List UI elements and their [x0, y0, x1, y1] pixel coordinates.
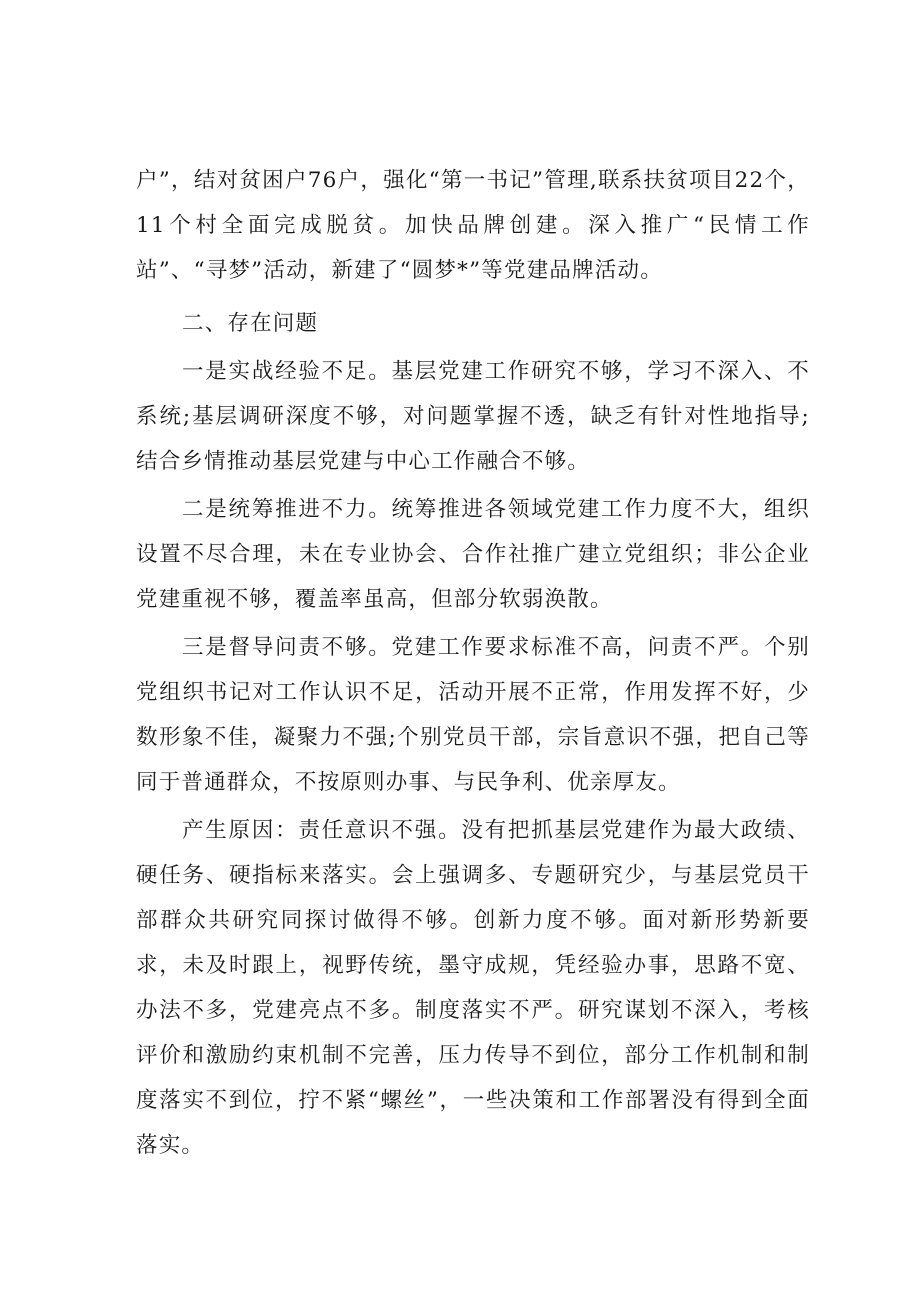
paragraph-problem-3: 三是督导问责不够。党建工作要求标准不高，问责不严。个别党组织书记对工作认识不足，活动开展不正常，作用发挥不好，少数形象不佳，凝聚力不强;个别党员干部，宗旨意识不强，把自己等同于普通群众，不按原则办事、与民争利、优亲厚友。	[136, 635, 810, 795]
paragraph-causes: 产生原因：责任意识不强。没有把抓基层党建作为最大政绩、硬任务、硬指标来落实。会上强调多、专题研究少，与基层党员干部群众共研究同探讨做得不够。创新力度不够。面对新形势新要求，未及时跟上，视野传统，墨守成规，凭经验办事，思路不宽、办法不多，党建亮点不多。制度落实不严。研究谋划不深入，考核评价和激励约束机制不完善，压力传导不到位，部分工作机制和制度落实不到位，拧不紧“螺丝”，一些决策和工作部署没有得到全面落实。	[136, 818, 810, 1158]
paragraph-problem-2: 二是统筹推进不力。统筹推进各领域党建工作力度不大，组织设置不尽合理，未在专业协会、合作社推广建立党组织；非公企业党建重视不够，覆盖率虽高，但部分软弱涣散。	[136, 497, 810, 612]
section-heading-problems: 二、存在问题	[182, 311, 319, 336]
paragraph-problem-1: 一是实战经验不足。基层党建工作研究不够，学习不深入、不系统;基层调研深度不够，对问题掌握不透，缺乏有针对性地指导;结合乡情推动基层党建与中心工作融合不够。	[136, 359, 810, 474]
paragraph-continuation: 户”，结对贫困户76户，强化“第一书记”管理,联系扶贫项目22个，11个村全面完成脱贫。加快品牌创建。深入推广“民情工作站”、“寻梦”活动，新建了“圆梦*”等党建品牌活动。	[136, 168, 810, 283]
document-body	[136, 158, 810, 1168]
